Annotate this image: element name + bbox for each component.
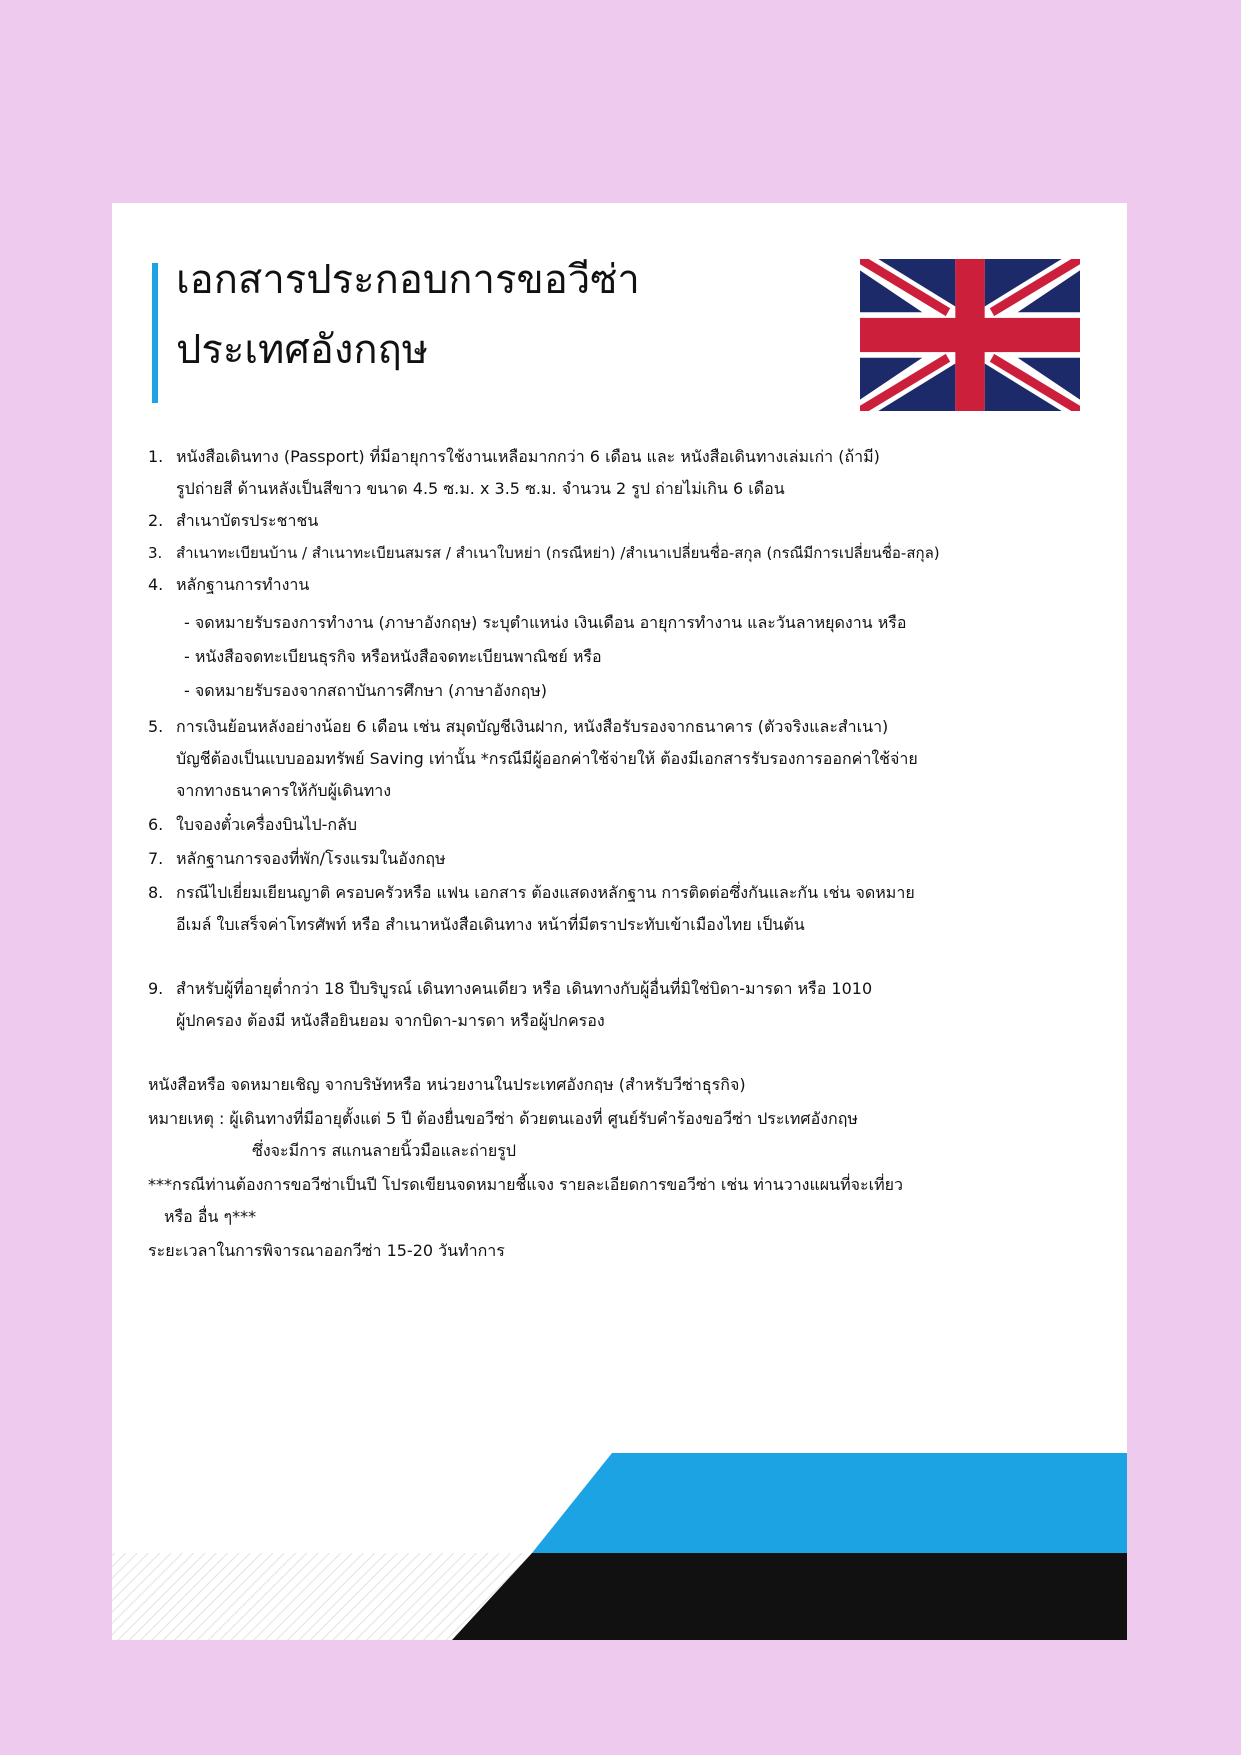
item-number: 1.	[148, 447, 164, 466]
list-item	[148, 537, 1108, 569]
item-text: จากทางธนาคารให้กับผู้เดินทาง	[176, 781, 392, 800]
title-accent-bar	[152, 263, 158, 403]
item-text: สำหรับผู้ที่อายุต่ำกว่า 18 ปีบริบูรณ์ เดินทางคนเดียว หรือ เดินทางกับผู้อื่นที่มิใช่บิดา-มารดา หรือ 1010	[176, 979, 873, 998]
list-item	[148, 809, 1108, 841]
sub-item: - จดหมายรับรองการทำงาน (ภาษาอังกฤษ) ระบุตำแหน่ง เงินเดือน อายุการทำงาน และวันลาหยุดงาน หรือ	[184, 613, 907, 632]
item-number: 7.	[148, 849, 164, 868]
yearly-visa-note-continued: หรือ อื่น ๆ***	[164, 1207, 257, 1226]
item-number: 4.	[148, 575, 164, 594]
list-item	[148, 711, 1108, 807]
item-text: ใบจองตั๋วเครื่องบินไป-กลับ	[176, 815, 358, 834]
item-text: ผู้ปกครอง ต้องมี หนังสือยินยอม จากบิดา-มารดา หรือผู้ปกครอง	[176, 1011, 605, 1030]
page-title: เอกสารประกอบการขอวีซ่า	[176, 257, 640, 303]
item-text: สำเนาบัตรประชาชน	[176, 511, 319, 530]
invitation-note: หนังสือหรือ จดหมายเชิญ จากบริษัทหรือ หน่วยงานในประเทศอังกฤษ (สำหรับวีซ่าธุรกิจ)	[148, 1075, 746, 1094]
list-item	[148, 505, 1108, 537]
item-text: รูปถ่ายสี ด้านหลังเป็นสีขาว ขนาด 4.5 ซ.ม. x 3.5 ซ.ม. จำนวน 2 รูป ถ่ายไม่เกิน 6 เดือน	[176, 479, 785, 498]
item-text: การเงินย้อนหลังอย่างน้อย 6 เดือน เช่น สมุดบัญชีเงินฝาก, หนังสือรับรองจากธนาคาร (ตัวจริงและสำเนา)	[176, 717, 889, 736]
item-number: 3.	[148, 544, 163, 562]
remark-note: หมายเหตุ : ผู้เดินทางที่มีอายุตั้งแต่ 5 ปี ต้องยื่นขอวีซ่า ด้วยตนเองที่ ศูนย์รับคำร้องขอวีซ่า ประเทศอังกฤษ	[148, 1109, 858, 1128]
item-text: หนังสือเดินทาง (Passport) ที่มีอายุการใช้งานเหลือมากกว่า 6 เดือน และ หนังสือเดินทางเล่มเก่า (ถ้ามี)	[176, 447, 880, 466]
list-item	[148, 441, 1108, 505]
list-item	[148, 973, 1108, 1037]
item-text: บัญชีต้องเป็นแบบออมทรัพย์ Saving เท่านั้น *กรณีมีผู้ออกค่าใช้จ่ายให้ ต้องมีเอกสารรับรองการออกค่าใช้จ่าย	[176, 749, 918, 768]
sub-item: - หนังสือจดทะเบียนธุรกิจ หรือหนังสือจดทะเบียนพาณิชย์ หรือ	[184, 647, 602, 666]
remark-note-continued: ซึ่งจะมีการ สแกนลายนิ้วมือและถ่ายรูป	[252, 1141, 516, 1160]
item-text: หลักฐานการทำงาน	[176, 575, 310, 594]
sub-item: - จดหมายรับรองจากสถาบันการศึกษา (ภาษาอังกฤษ)	[184, 681, 548, 700]
item-text: กรณีไปเยี่ยมเยียนญาติ ครอบครัวหรือ แฟน เอกสาร ต้องแสดงหลักฐาน การติดต่อซึ่งกันและกัน เช่น จดหมาย	[176, 883, 915, 902]
list-item	[148, 843, 1108, 875]
page-subtitle: ประเทศอังกฤษ	[176, 327, 429, 373]
item-number: 5.	[148, 717, 164, 736]
yearly-visa-note: ***กรณีท่านต้องการขอวีซ่าเป็นปี โปรดเขียนจดหมายชี้แจง รายละเอียดการขอวีซ่า เช่น ท่านวางแผนที่จะเที่ยว	[148, 1175, 904, 1194]
item-number: 6.	[148, 815, 164, 834]
processing-time-note: ระยะเวลาในการพิจารณาออกวีซ่า 15-20 วันทำการ	[148, 1241, 505, 1260]
item-number: 9.	[148, 979, 164, 998]
item-number: 2.	[148, 511, 164, 530]
item-text: สำเนาทะเบียนบ้าน / สำเนาทะเบียนสมรส / สำเนาใบหย่า (กรณีหย่า) /สำเนาเปลี่ยนชื่อ-สกุล (กรณีมีการเปลี่ยนชื่อ-สกุล)	[176, 544, 940, 562]
item-number: 8.	[148, 883, 164, 902]
footer-decoration	[112, 1453, 1127, 1640]
uk-flag-icon	[860, 259, 1080, 411]
item-text: อีเมล์ ใบเสร็จค่าโทรศัพท์ หรือ สำเนาหนังสือเดินทาง หน้าที่มีตราประทับเข้าเมืองไทย เป็นต้น	[176, 915, 805, 934]
list-item	[148, 569, 1108, 601]
document-card	[112, 203, 1127, 1640]
list-item	[148, 877, 1108, 941]
item-text: หลักฐานการจองที่พัก/โรงแรมในอังกฤษ	[176, 849, 446, 868]
